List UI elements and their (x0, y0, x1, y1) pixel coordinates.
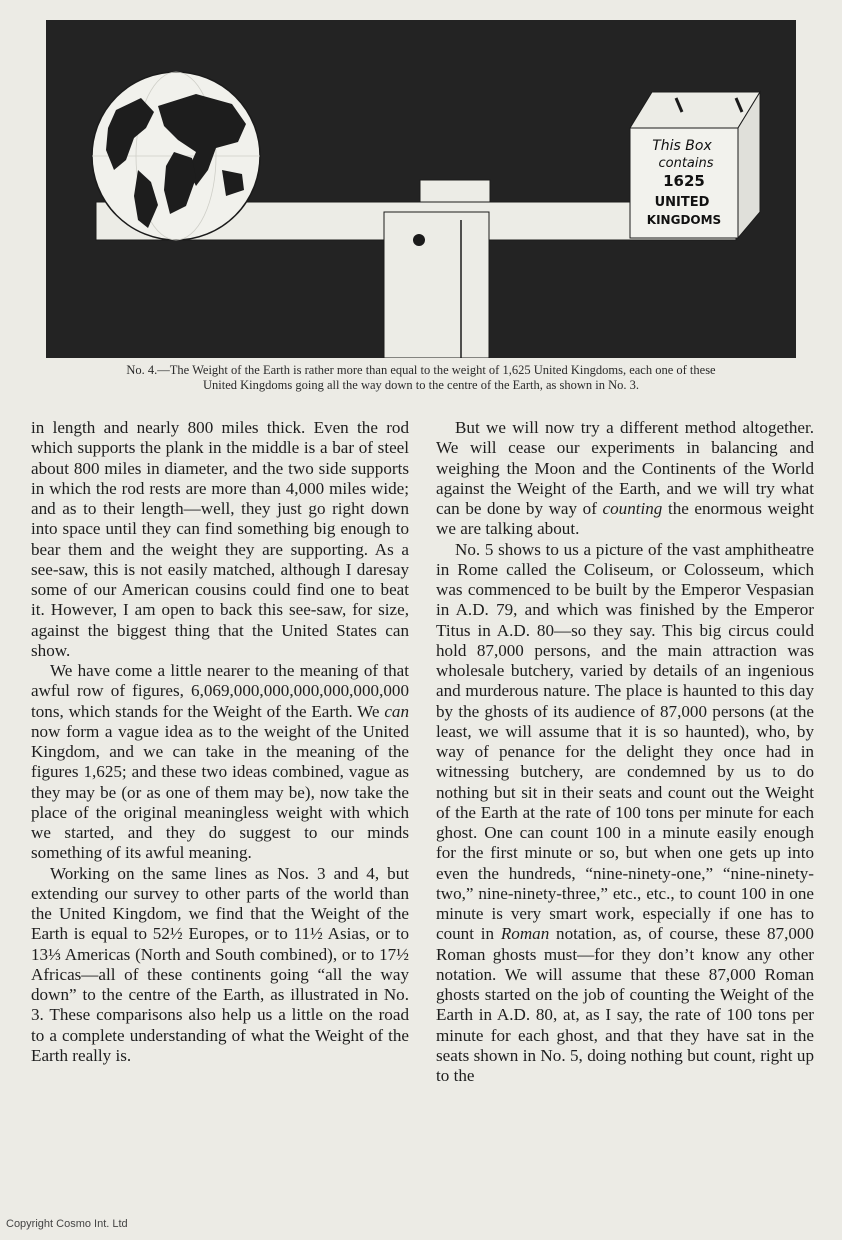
box-label-line-2: contains (658, 156, 714, 171)
right-column (436, 418, 814, 1086)
pivot-cap (420, 180, 490, 202)
right-paragraph-1: But we will now try a different method altogether. We will cease our experiments in balancing and weighing the Moon and the Continents of the World against the Weight of the Earth, and we will try what can be done by way of counting the enormous weight we are talking about. (436, 418, 814, 539)
left-column (31, 418, 409, 1066)
left-paragraph-3: Working on the same lines as Nos. 3 and 4, but extending our survey to other parts of the world than the United Kingdom, we find that the Weight of the Earth is equal to 52½ Europes, or to 11½ Asias, or to 13⅓ Americas (North and South combined), or to 17½ Africas—all of these continents going “all the way down” to the centre of the Earth, as illustrated in No. 3. These comparisons also help us a little on the road to a complete understanding of what the Weight of the Earth really is. (31, 863, 409, 1065)
copyright-notice: Copyright Cosmo Int. Ltd (6, 1218, 128, 1230)
illustration-drawing (46, 20, 796, 358)
box-label-line-4: UNITED (654, 195, 710, 210)
earth-globe-icon (92, 72, 260, 240)
left-paragraph-1: in length and nearly 800 miles thick. Even the rod which supports the plank in the middle is a bar of steel about 800 miles in diameter, and the two side supports in which the rod rests are more than 4,000 miles wide; and as to their length—well, they just go right down into space until they can find something big enough to bear them and the weight they are supporting. As a see-saw, this is not easily matched, although I daresay some of our American cousins could find one to beat it. However, I am open to back this see-saw, for size, against the biggest thing that the United States can show. (31, 418, 409, 660)
box-label-line-3: 1625 (663, 172, 705, 190)
figure-caption (46, 363, 796, 393)
central-support (384, 212, 489, 358)
left-paragraph-2: We have come a little nearer to the meaning of that awful row of figures, 6,069,000,000,000,000,000,000 tons, which stands for the Weight of the Earth. We can now form a vague idea as to the weight of the United Kingdom, and we can take in the meaning of the figures 1,625; and these two ideas combined, vague as they may be (or as one of them may be), now take the place of the original meaningless weight with which we started, and they do suggest to our minds something of its awful meaning. (31, 661, 409, 863)
pivot-rod (413, 234, 425, 246)
caption-line-1: No. 4.—The Weight of the Earth is rather more than equal to the weight of 1,625 United Kingdoms, each one of these (126, 363, 716, 377)
right-paragraph-2: No. 5 shows to us a picture of the vast amphitheatre in Rome called the Coliseum, or Colosseum, which was commenced to be built by the Emperor Vespasian in A.D. 79, and which was finished by the Emperor Titus in A.D. 80—so they say. This big circus could hold 87,000 persons, and the main attraction was wholesale butchery, varied by details of an ingenious and murderous nature. The place is haunted to this day by the ghosts of its audience of 87,000 persons (at the least, we will assume that it is so haunted), who, by way of penance for the delight they once had in witnessing butchery, are condemned by us to do nothing but sit in their seats and count out the Weight of the Earth at the rate of 100 tons per minute for each ghost. One can count 100 in a minute easily enough for the first minute or so, but when one gets up into even the hundreds, “nine-ninety-one,” “nine-ninety-two,” nine-ninety-three,” etc., etc., to count 100 in one minute is very smart work, especially if one has to count in Roman notation, as, of course, these 87,000 Roman ghosts must—for they don’t know any other notation. We will assume that these 87,000 Roman ghosts started on the job of counting the Weight of the Earth in A.D. 80, at, as I say, the rate of 100 tons per minute for each ghost, and that they have sat in the seats shown in No. 5, doing nothing but count, right up to the (436, 539, 814, 1085)
box-label-line-5: KINGDOMS (646, 213, 722, 227)
box-label-line-1: This Box (652, 138, 712, 154)
see-saw-illustration (46, 20, 796, 358)
caption-line-2: United Kingdoms going all the way down to the centre of the Earth, as shown in No. 3. (202, 378, 640, 392)
